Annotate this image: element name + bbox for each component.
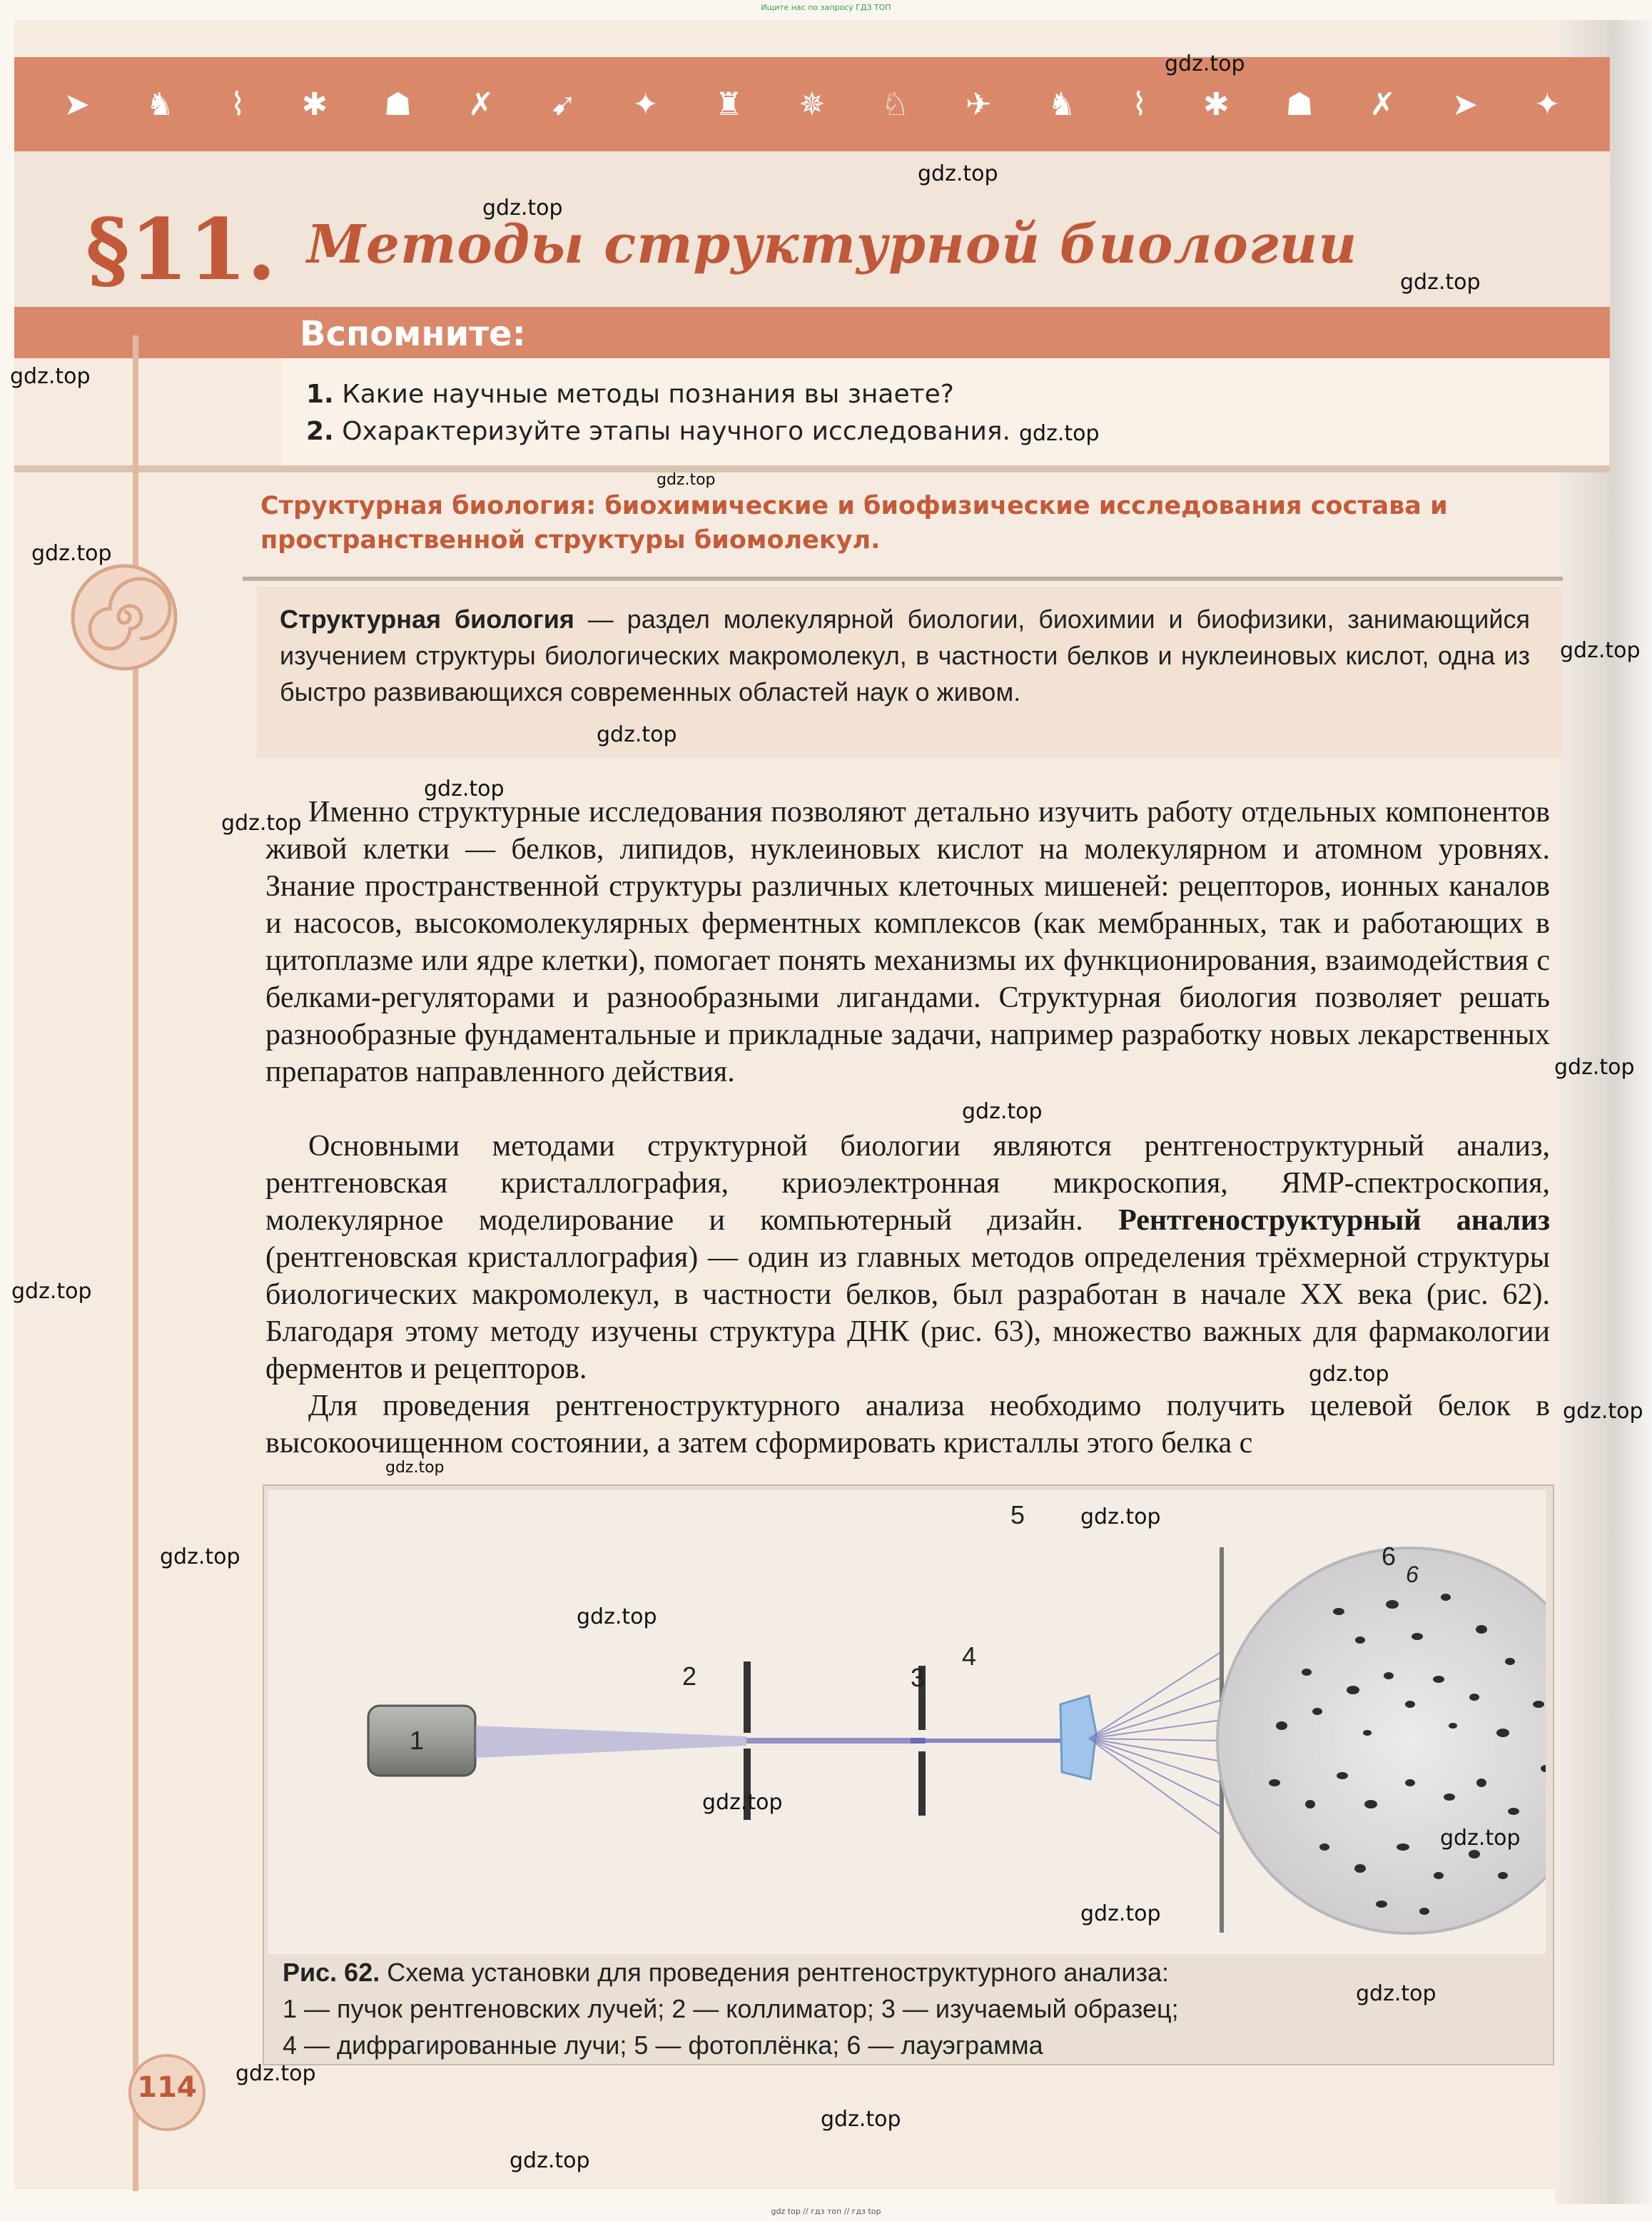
watermark: gdz.top bbox=[424, 776, 505, 801]
xray-beam bbox=[475, 1726, 746, 1758]
watermark: gdz.top bbox=[918, 161, 998, 186]
watermark: gdz.top bbox=[597, 722, 677, 747]
footer-note: gdz top // гдз топ // гдз top bbox=[771, 2207, 881, 2216]
fly-icon: ✱ bbox=[1202, 86, 1230, 123]
page-number: 114 bbox=[137, 2071, 197, 2104]
watermark: gdz.top bbox=[1554, 1055, 1635, 1080]
caption-line-1 bbox=[283, 1954, 1539, 1990]
section-title: Методы структурной биологии bbox=[307, 214, 1358, 275]
watermark: gdz.top bbox=[702, 1790, 783, 1815]
watermark: gdz.top bbox=[577, 1604, 657, 1629]
butterfly-icon: ✦ bbox=[1534, 86, 1561, 123]
watermark: gdz.top bbox=[1440, 1826, 1521, 1851]
definition-text bbox=[280, 601, 1530, 710]
definition-body: — раздел молекулярной биологии, биохимии и биофизики, занимающийся изучением структуры биологических макромолекул, в частности белков и нуклеиновых кислот, одна из быстро развивающихся современных областей наук о живом. bbox=[280, 604, 1530, 707]
watermark: gdz.top bbox=[482, 196, 563, 221]
body-paragraph-2 bbox=[265, 1128, 1550, 1387]
kangaroo-icon: ⌇ bbox=[1131, 86, 1147, 123]
label-5: 5 bbox=[1010, 1500, 1025, 1529]
divider bbox=[14, 465, 1610, 472]
animal-silhouette-band bbox=[14, 57, 1610, 151]
question-1-number: 1. bbox=[306, 380, 334, 409]
label-6: 6 bbox=[1382, 1542, 1397, 1571]
watermark: gdz.top bbox=[821, 2107, 901, 2132]
question-2-number: 2. bbox=[306, 417, 334, 446]
bird-icon: ✈ bbox=[965, 86, 992, 123]
watermark: gdz.top bbox=[1080, 1901, 1161, 1926]
caption-line-2: 1 — пучок рентгеновских лучей; 2 — коллиматор; 3 — изучаемый образец; bbox=[283, 1994, 1179, 2023]
watermark: gdz.top bbox=[160, 1544, 240, 1569]
figure-illustration bbox=[268, 1490, 1546, 1954]
boar-icon: ♜ bbox=[714, 86, 744, 123]
watermark: gdz.top bbox=[10, 364, 91, 389]
body-paragraph-1 bbox=[265, 794, 1550, 1091]
recall-heading: Вспомните: bbox=[300, 314, 526, 354]
collimator-slit-top bbox=[744, 1661, 751, 1733]
insect-icon: ✱ bbox=[301, 86, 328, 123]
label-3: 3 bbox=[911, 1663, 926, 1692]
label-4: 4 bbox=[962, 1641, 977, 1671]
term-xray-analysis: Рентгеноструктурный анализ bbox=[1118, 1204, 1550, 1237]
question-2-text: Охарактеризуйте этапы научного исследования. bbox=[342, 417, 1010, 446]
header-note: Ищите нас по запросу ГДЗ ТОП bbox=[761, 3, 891, 12]
collimator-slit-bottom-2 bbox=[918, 1751, 926, 1816]
question-2 bbox=[306, 417, 1010, 446]
deer-icon: ♞ bbox=[146, 86, 174, 123]
fish-icon: ➤ bbox=[64, 86, 91, 123]
diffracted-rays bbox=[1089, 1651, 1222, 1836]
bird-flying-icon: ➹ bbox=[549, 86, 577, 123]
scorpion-icon: ✵ bbox=[799, 86, 826, 123]
paragraph-part: (рентгеновская кристаллография) — один из главных методов определения трёхмерной структуры биологических макромолекул, в частности белков, был разработан в начале XX века (рис. 62). Благодаря этому методу изучены структура ДНК (рис. 63), множество важных для фармакологии ферментов и рецепторов. bbox=[265, 1241, 1550, 1385]
recall-questions bbox=[282, 358, 1609, 465]
lauegram-circle bbox=[1217, 1548, 1546, 1933]
question-1-text: Какие научные методы познания вы знаете? bbox=[342, 380, 954, 409]
figure-caption bbox=[283, 1954, 1539, 2063]
watermark: gdz.top bbox=[11, 1279, 92, 1304]
paragraph-text: Для проведения рентгеноструктурного анализа необходимо получить целевой белок в высокоочищенном состоянии, а затем сформировать кристаллы этого белка с bbox=[265, 1390, 1550, 1459]
label-2: 2 bbox=[682, 1661, 697, 1691]
watermark: gdz.top bbox=[962, 1099, 1043, 1124]
watermark: gdz.top bbox=[1019, 421, 1100, 446]
watermark: gdz.top bbox=[235, 2061, 316, 2086]
divider bbox=[243, 577, 1563, 581]
watermark: gdz.top bbox=[31, 541, 112, 566]
bird-icon: ⌇ bbox=[230, 86, 245, 123]
watermark: gdz.top bbox=[1356, 1981, 1436, 2006]
watermark: gdz.top bbox=[1563, 1399, 1643, 1424]
caption-text: Схема установки для проведения рентгеноструктурного анализа: bbox=[380, 1958, 1169, 1987]
fish-icon: ➤ bbox=[1451, 86, 1479, 123]
recall-bar bbox=[14, 307, 1610, 358]
watermark: gdz.top bbox=[221, 811, 302, 836]
label-1: 1 bbox=[410, 1726, 425, 1755]
watermark: gdz.top bbox=[657, 471, 716, 489]
watermark: gdz.top bbox=[1165, 51, 1245, 76]
watermark: gdz.top bbox=[1400, 270, 1481, 295]
xray-setup-diagram bbox=[268, 1490, 1546, 1954]
watermark: gdz.top bbox=[385, 1459, 445, 1477]
label-6-italic: 6 bbox=[1406, 1562, 1419, 1587]
watermark: gdz.top bbox=[1560, 638, 1641, 663]
paragraph-part: Основными методами структурной биологии являются рентгеноструктурный анализ, рентгеновская кристаллография, криоэлектронная микроскопия, ЯМР-спектроскопия, молекулярное моделирование и компьютерный дизайн. bbox=[265, 1130, 1550, 1237]
caption-title: Рис. 62. bbox=[283, 1958, 380, 1987]
butterfly-icon: ✦ bbox=[632, 86, 659, 123]
definition-term: Структурная биология bbox=[280, 604, 574, 634]
lizard-icon: ✗ bbox=[467, 86, 495, 123]
paragraph-text bbox=[265, 1128, 1550, 1387]
crab-icon: ☗ bbox=[1285, 86, 1314, 123]
caption-line-3: 4 — дифрагированные лучи; 5 — фотоплёнка; 6 — лауэграмма bbox=[283, 2030, 1043, 2060]
body-paragraph-3 bbox=[265, 1387, 1550, 1462]
watermark: gdz.top bbox=[510, 2148, 590, 2173]
watermark: gdz.top bbox=[1080, 1504, 1161, 1529]
watermark: gdz.top bbox=[1309, 1362, 1389, 1387]
horse-icon: ♘ bbox=[881, 86, 910, 123]
question-1 bbox=[306, 380, 954, 409]
paragraph-text: Именно структурные исследования позволяют детально изучить работу отдельных компонентов живой клетки — белков, липидов, нуклеиновых кислот на молекулярном и атомном уровнях. Знание пространственной структуры различных клеточных мишеней: рецепторов, ионных каналов и насосов, высокомолекулярных ферментных комплексов (как мембранных, так и работающих в цитоплазме или ядре клетки), помогает понять механизмы их функционирования, взаимодействия с белками-регуляторами и разнообразными лигандами. Структурная биология позволяет решать разнообразные фундаментальные и прикладные задачи, например разработку новых лекарственных препаратов направленного действия. bbox=[265, 796, 1550, 1088]
section-number: §11. bbox=[86, 200, 276, 299]
beetle-icon: ☗ bbox=[383, 86, 412, 123]
fox-icon: ✗ bbox=[1369, 86, 1397, 123]
deer-icon: ♞ bbox=[1048, 86, 1076, 123]
spiral-ornament-icon bbox=[67, 560, 181, 674]
key-idea: Структурная биология: биохимические и биофизические исследования состава и пространственной структуры биомолекул. bbox=[260, 492, 1448, 555]
